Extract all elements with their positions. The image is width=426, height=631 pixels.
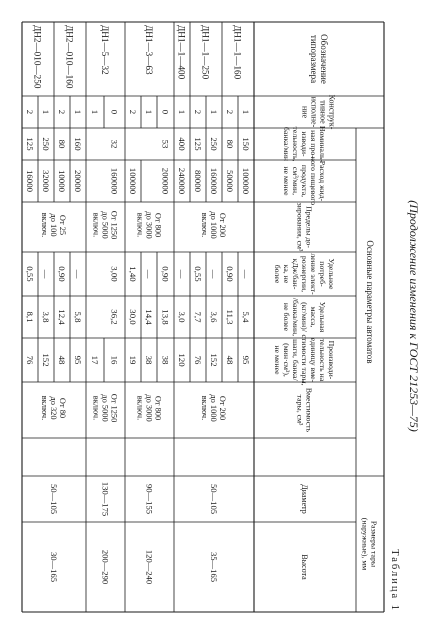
cell-dosing-range: включ.: [91, 212, 101, 238]
header-mass: масса,: [309, 306, 318, 328]
cell-mass: 11,3: [224, 309, 235, 325]
cell-energy: 1,40: [127, 266, 138, 282]
header-productivity: Номиналь-: [318, 125, 327, 163]
cell-energy: 0,90: [56, 266, 67, 282]
cell-dosing-range: включ.: [135, 212, 145, 238]
cell-version: 2: [192, 109, 203, 115]
cell-consumption: 16000: [24, 170, 35, 192]
cell-designation: ДН1—1—400: [176, 25, 187, 80]
cell-version: 1: [40, 109, 51, 115]
cell-energy: 0,55: [192, 266, 203, 282]
cell-dosing-range: От 1250: [109, 210, 119, 240]
cell-productivity: 80: [224, 139, 235, 149]
cell-productivity: 250: [208, 137, 219, 151]
cell-version: 0: [109, 109, 120, 115]
header-energy: ка, не: [282, 264, 291, 284]
cell-capacity-range: От 200: [218, 395, 227, 421]
cell-tare-diameter: 50—105: [49, 483, 59, 515]
header-capacity: Вместимость: [304, 387, 314, 433]
header-dosing: Пределы до-: [304, 206, 314, 248]
cell-tare-diameter: 50—105: [209, 483, 219, 515]
header-diameter: Диаметр: [300, 484, 309, 514]
header-mass: не более: [282, 302, 291, 332]
header-productivity: тельность,: [291, 126, 300, 162]
header-productivity: банка/мин: [282, 126, 291, 162]
header-version: ние: [300, 105, 310, 119]
cell-consumption: 160000: [208, 167, 219, 195]
cell-productivity: 125: [192, 137, 203, 151]
cell-version: 1: [176, 109, 187, 115]
table-cells: [25, 25, 379, 584]
cell-dosing-range: От 25: [58, 214, 67, 236]
cell-unit_prod: 120: [176, 353, 187, 367]
cell-consumption: 20000: [72, 170, 83, 192]
header-main-params: Основные параметры автоматов: [365, 240, 375, 364]
cell-version: 1: [143, 109, 154, 115]
cell-mass: 3,6: [208, 311, 219, 323]
cell-unit_prod: 19: [127, 355, 138, 365]
cell-mass: 14,4: [143, 309, 154, 325]
cell-tare-diameter: 130—175: [100, 481, 111, 517]
cell-designation: ДН2—010—250: [32, 25, 43, 89]
header-version: тивное: [318, 100, 328, 124]
header-consumption: кого пищевого: [309, 156, 318, 206]
cell-unit_prod: 95: [240, 355, 251, 365]
cell-version: 1: [208, 109, 219, 115]
cell-tare-height: 30—165: [49, 551, 59, 583]
cell-designation: ДН1—1—250: [200, 25, 211, 80]
cell-energy: 3,00: [109, 266, 120, 282]
cell-version: 2: [24, 109, 35, 115]
header-energy: Удельное: [327, 258, 336, 290]
table-label: Таблица 1: [389, 549, 400, 612]
cell-dosing-range: включ.: [200, 212, 209, 238]
cell-dosing-range: до 1000: [209, 211, 218, 239]
header-unit-productivity: тельность на: [318, 338, 327, 382]
header-designation: Обозначение: [319, 34, 329, 84]
cell-version: 0: [160, 109, 171, 115]
cell-productivity: 160: [72, 137, 83, 151]
cell-energy: —: [40, 269, 51, 279]
header-version: исполне-: [309, 96, 319, 128]
cell-energy: —: [72, 269, 83, 279]
cell-version: 1: [240, 109, 251, 115]
cell-mass: 5,8: [72, 311, 83, 323]
cell-version: 2: [127, 109, 138, 115]
header-energy: кДж/бан-: [291, 258, 300, 290]
cell-consumption: 240000: [176, 167, 187, 195]
cell-consumption: 160000: [109, 167, 120, 195]
header-energy: более: [273, 264, 282, 284]
header-dosing: зирования, см³: [295, 202, 305, 252]
cell-mass: 36,2: [109, 309, 120, 325]
cell-mass: 7,7: [192, 311, 203, 323]
cell-unit_prod: 152: [40, 353, 51, 367]
cell-designation: ДН1—5—32: [100, 25, 110, 75]
cell-capacity-range: От 80: [58, 397, 67, 419]
header-productivity: изводи-: [300, 131, 309, 157]
cell-version: 1: [89, 109, 100, 115]
cell-capacity-range: включ.: [200, 395, 209, 421]
cell-version: 2: [56, 109, 67, 115]
cell-designation: ДН2—010—160: [64, 25, 75, 89]
cell-unit_prod: 48: [224, 355, 235, 365]
cell-unit_prod: 17: [89, 355, 100, 365]
cell-capacity-range: включ.: [91, 395, 101, 421]
cell-mass: 3,8: [40, 311, 51, 323]
cell-version: 2: [224, 109, 235, 115]
cell-productivity: 80: [56, 139, 67, 149]
cell-dosing-range: От 800: [153, 212, 163, 238]
header-tare-size: Размеры тары: [369, 520, 379, 568]
header-version: Конструк-: [327, 94, 337, 130]
cell-energy: —: [208, 269, 219, 279]
cell-productivity: 32: [109, 139, 120, 149]
cell-energy: 0,90: [160, 266, 171, 282]
cell-productivity: 400: [176, 137, 187, 151]
cell-consumption: 100000: [240, 167, 251, 195]
header-unit-productivity: стимости тары,: [300, 334, 309, 386]
rotated-frame: [22, 22, 421, 612]
cell-productivity: 250: [40, 137, 51, 151]
cell-energy: —: [176, 269, 187, 279]
cell-energy: 0,90: [224, 266, 235, 282]
cell-capacity-range: до 3000: [144, 394, 154, 422]
header-unit-productivity: шаги, банка/: [291, 339, 300, 381]
header-capacity: тары, см³: [295, 394, 305, 426]
cell-unit_prod: 38: [143, 355, 154, 365]
cell-unit_prod: 16: [109, 355, 120, 365]
header-height: Высота: [300, 554, 309, 580]
cell-unit_prod: 38: [160, 355, 171, 365]
header-mass: (кг/мин)/: [300, 302, 309, 332]
cell-unit_prod: 95: [72, 355, 83, 365]
header-consumption: продукта,: [300, 164, 309, 198]
header-energy: потреб-: [318, 261, 327, 287]
cell-mass: 8,1: [24, 311, 35, 323]
header-consumption: не менее: [282, 166, 291, 196]
header-unit-productivity: Производи-: [327, 340, 336, 380]
cell-mass: 5,4: [240, 311, 251, 323]
cell-tare-height: 35—165: [209, 551, 219, 583]
cell-mass: 12,4: [56, 309, 67, 325]
cell-energy: —: [240, 269, 251, 279]
cell-consumption: 100000: [127, 167, 138, 195]
cell-version: 1: [72, 109, 83, 115]
cell-tare-height: 120—240: [144, 549, 155, 585]
continuation-header: (Продолжение изменения к ГОСТ 21253—75): [407, 200, 421, 432]
cell-tare-diameter: 90—155: [144, 483, 155, 515]
cell-productivity: 150: [240, 137, 251, 151]
header-unit-productivity: не менее: [273, 345, 282, 375]
cell-mass: 3,0: [176, 311, 187, 323]
cell-productivity: 125: [24, 137, 35, 151]
cell-dosing-range: до 5000: [100, 211, 110, 239]
cell-productivity: 53: [160, 139, 171, 149]
cell-unit_prod: 76: [24, 355, 35, 365]
cell-unit_prod: 152: [208, 353, 219, 367]
header-energy: роэнергии,: [300, 255, 309, 293]
cell-designation: ДН1—3—63: [144, 25, 154, 75]
cell-capacity-range: включ.: [40, 395, 49, 421]
header-tare-size: (наружные), мм: [360, 517, 370, 571]
cell-consumption: 50000: [224, 170, 235, 192]
header-consumption: Расход жид-: [318, 160, 327, 202]
header-consumption: см³/мин,: [291, 166, 300, 196]
cell-dosing-range: до 100: [49, 213, 58, 237]
cell-consumption: 200000: [160, 167, 171, 195]
cell-mass: 13,8: [160, 309, 171, 325]
header-unit-productivity: единицу вме-: [309, 337, 318, 383]
cell-capacity-range: до 1000: [209, 394, 218, 422]
cell-designation: ДН1—1—160: [232, 25, 243, 80]
cell-capacity-range: От 800: [153, 395, 163, 421]
header-designation: типоразмера: [309, 34, 319, 84]
cell-dosing-range: включ.: [40, 212, 49, 238]
cell-capacity-range: до 320: [49, 396, 58, 420]
cell-energy: —: [143, 269, 154, 279]
cell-energy: 0,55: [24, 266, 35, 282]
cell-tare-height: 200—290: [100, 549, 111, 585]
cell-capacity-range: до 5000: [100, 394, 110, 422]
cell-unit_prod: 48: [56, 355, 67, 365]
cell-consumption: 80000: [192, 170, 203, 192]
header-productivity: ная про-: [309, 130, 318, 158]
header-mass: /банка/мин,: [291, 297, 300, 337]
cell-dosing-range: От 200: [218, 212, 227, 238]
header-mass: Удельная: [318, 301, 327, 333]
cell-unit_prod: 76: [192, 355, 203, 365]
cell-consumption: 10000: [56, 170, 67, 192]
cell-dosing-range: до 3000: [144, 211, 154, 239]
cell-mass: 30,0: [127, 309, 138, 325]
cell-consumption: 32000: [40, 170, 51, 192]
cell-capacity-range: От 1250: [109, 393, 119, 423]
cell-capacity-range: включ.: [135, 395, 145, 421]
header-unit-productivity: (мин·см³),: [282, 343, 291, 377]
header-energy: ление элект-: [309, 253, 318, 295]
